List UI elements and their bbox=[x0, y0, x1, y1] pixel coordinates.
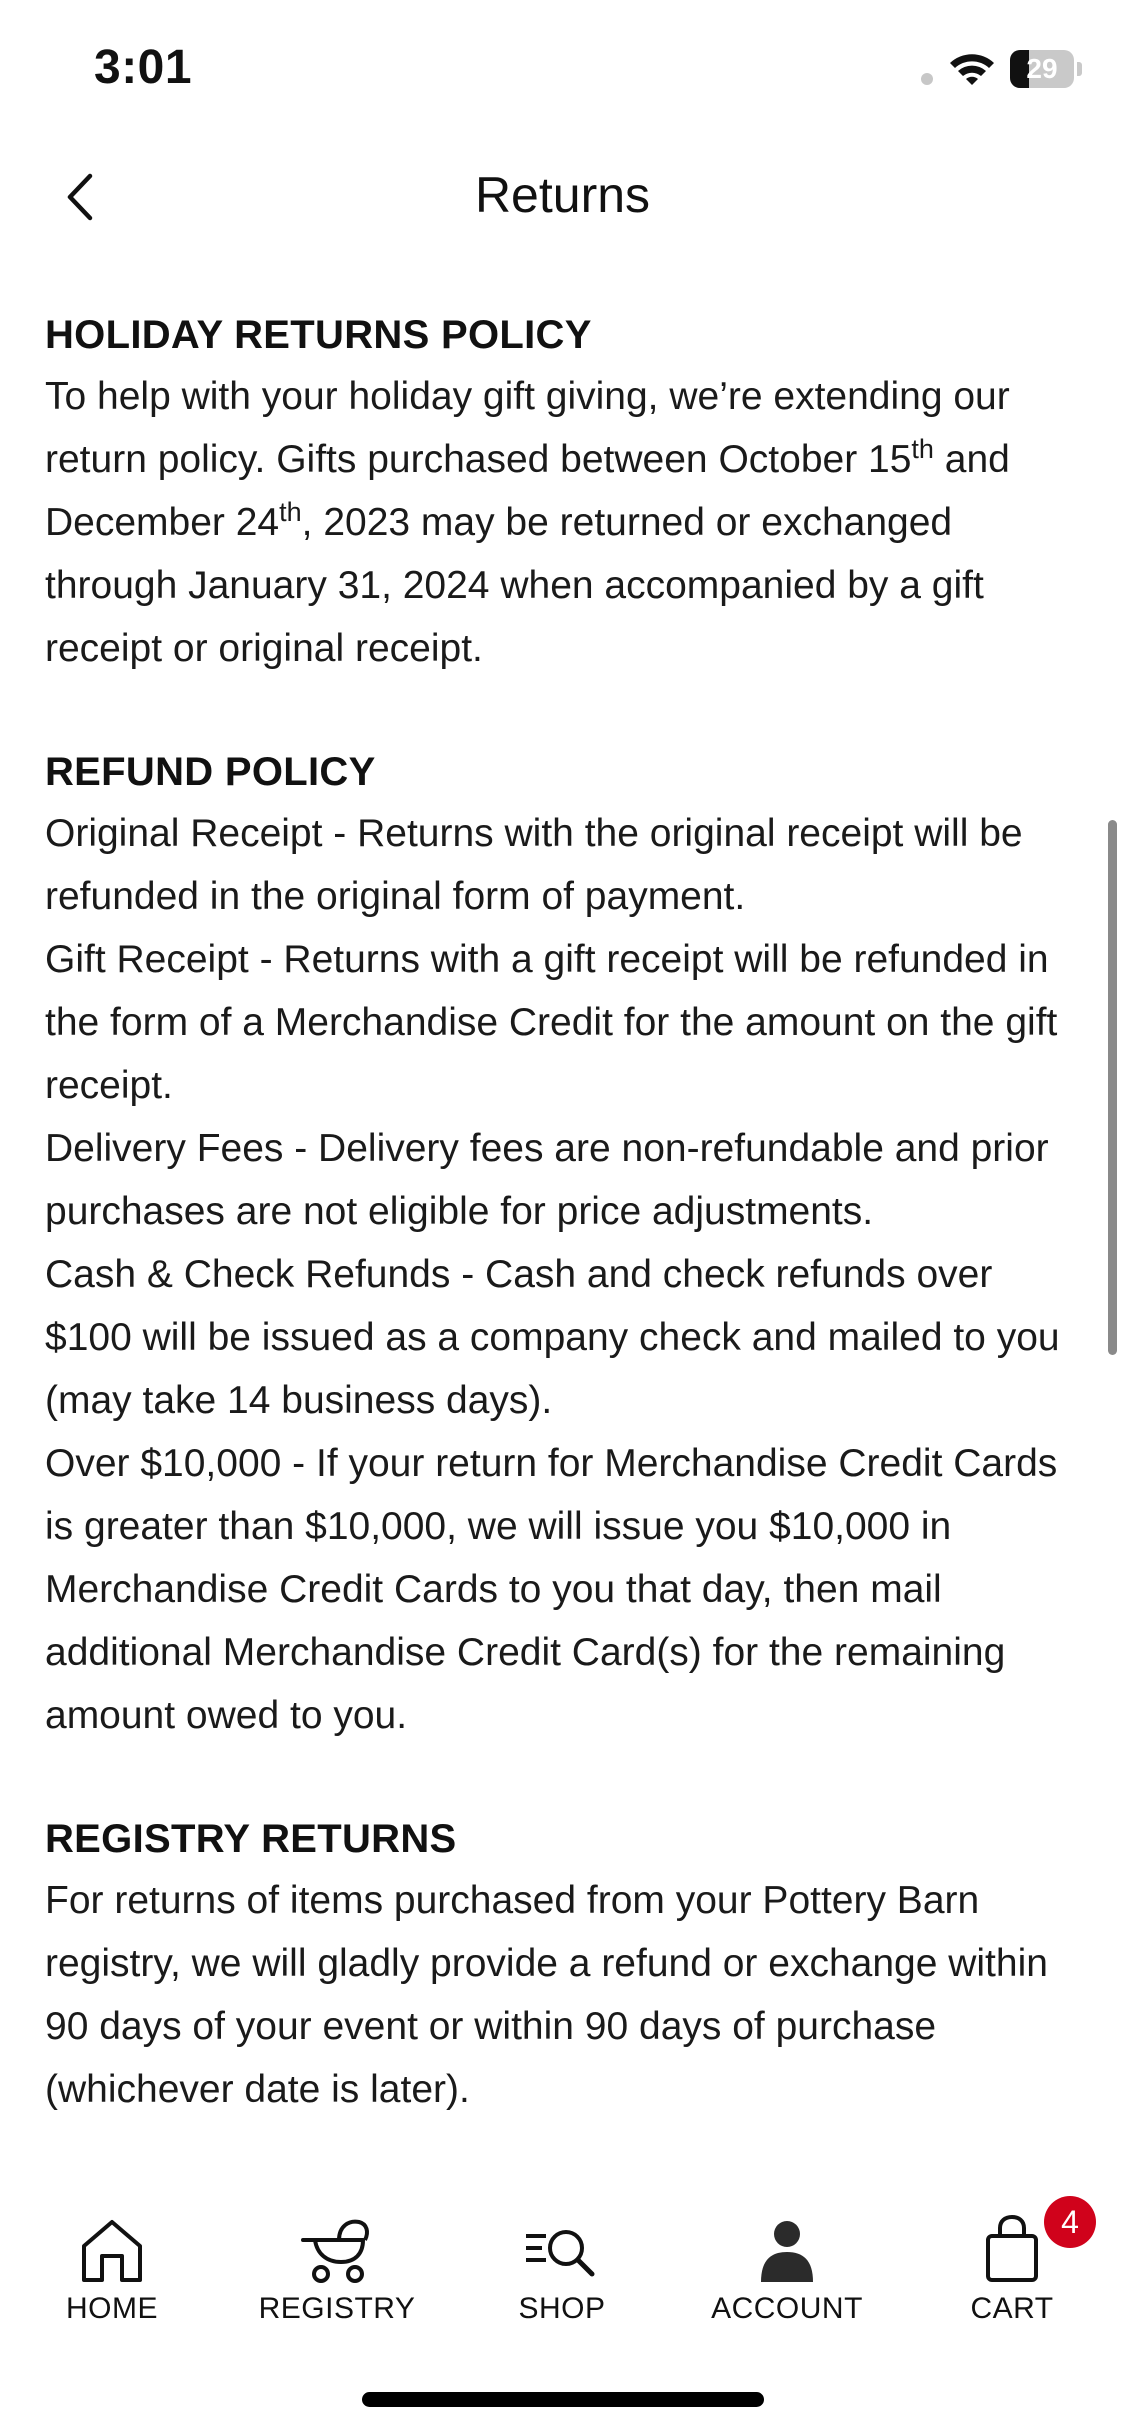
home-icon bbox=[72, 2210, 152, 2290]
refund-item-cash-check: Cash & Check Refunds - Cash and check refunds over $100 will be issued as a company check and mailed to you (may take 14 business days). bbox=[45, 1253, 1060, 1422]
nav-header bbox=[0, 140, 1125, 255]
registry-returns-section bbox=[45, 1809, 1085, 2121]
status-time: 3:01 bbox=[94, 41, 193, 94]
tab-label: SHOP bbox=[518, 2292, 606, 2325]
tab-account[interactable] bbox=[677, 2170, 897, 2355]
returns-content[interactable] bbox=[0, 255, 1125, 2155]
tab-registry[interactable] bbox=[227, 2170, 447, 2355]
refund-item-over-10000: Over $10,000 - If your return for Merchandise Credit Cards is greater than $10,000, we will issue you $10,000 in Merchandise Credit Cards to you that day, then mail additional Merchandise Credit Card(s) for the remaining amount owed to you. bbox=[45, 1442, 1058, 1737]
refund-item-original-receipt: Original Receipt - Returns with the original receipt will be refunded in the original form of payment. bbox=[45, 812, 1023, 918]
tab-bar bbox=[0, 2170, 1125, 2355]
battery-icon bbox=[1010, 50, 1082, 88]
shopping-bag-icon bbox=[972, 2210, 1052, 2290]
user-icon bbox=[747, 2210, 827, 2290]
tab-label: ACCOUNT bbox=[711, 2292, 863, 2325]
tab-home[interactable] bbox=[2, 2170, 222, 2355]
tab-label: HOME bbox=[66, 2292, 158, 2325]
section-heading: REFUND POLICY bbox=[45, 750, 376, 794]
section-heading: REGISTRY RETURNS bbox=[45, 1817, 457, 1861]
battery-level: 29 bbox=[1026, 53, 1058, 84]
holiday-returns-section bbox=[45, 305, 1085, 680]
refund-policy-section bbox=[45, 742, 1085, 1747]
page-title: Returns bbox=[474, 167, 651, 223]
stroller-icon bbox=[297, 2210, 377, 2290]
tab-cart[interactable] bbox=[902, 2170, 1122, 2355]
status-dot-icon bbox=[921, 73, 933, 85]
section-heading: HOLIDAY RETURNS POLICY bbox=[45, 313, 592, 357]
tab-label: CART bbox=[970, 2292, 1054, 2325]
refund-item-delivery-fees: Delivery Fees - Delivery fees are non-refundable and prior purchases are not eligible for price adjustments. bbox=[45, 1127, 1049, 1233]
home-indicator[interactable] bbox=[362, 2392, 764, 2407]
status-bar bbox=[0, 0, 1125, 140]
registry-returns-text: For returns of items purchased from your Pottery Barn registry, we will gladly provide a refund or exchange within 90 days of your event or within 90 days of purchase (whichever date is later). bbox=[45, 1879, 1048, 2111]
policy-list bbox=[45, 305, 1085, 2155]
search-list-icon bbox=[522, 2210, 602, 2290]
wifi-icon bbox=[948, 50, 996, 86]
tab-label: REGISTRY bbox=[258, 2292, 416, 2325]
cart-count-badge: 4 bbox=[1044, 2196, 1096, 2248]
holiday-returns-text: To help with your holiday gift giving, we’re extending our return policy. Gifts purchased between October 15th and December 24th, 2023 may be returned or exchanged through January 31, 2024 when accompanied by a gift receipt or original receipt. bbox=[45, 375, 1010, 670]
tab-shop[interactable] bbox=[452, 2170, 672, 2355]
scrollbar[interactable] bbox=[1108, 820, 1117, 1355]
refund-item-gift-receipt: Gift Receipt - Returns with a gift receipt will be refunded in the form of a Merchandise Credit for the amount on the gift receipt. bbox=[45, 938, 1058, 1107]
